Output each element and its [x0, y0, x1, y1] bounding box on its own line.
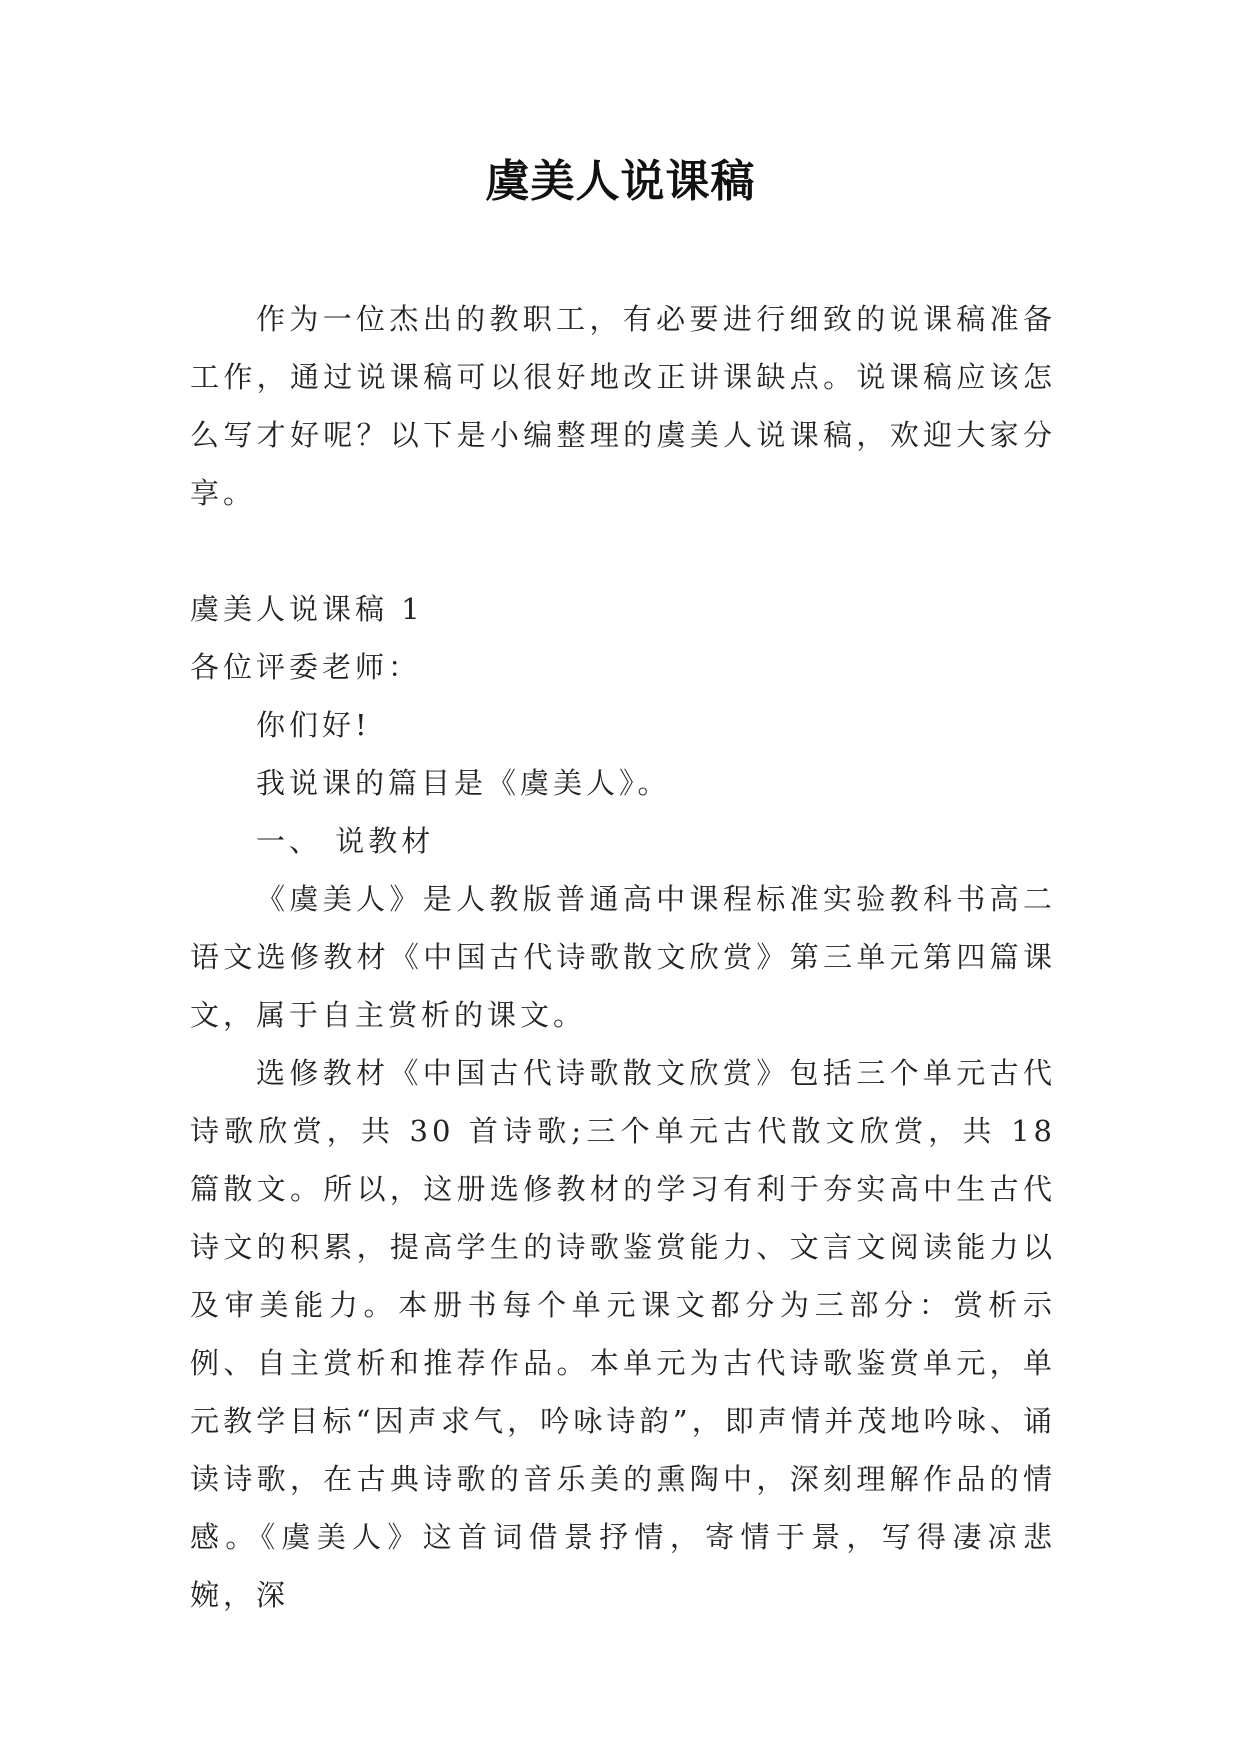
- topic-line: 我说课的篇目是《虞美人》。: [256, 766, 671, 800]
- salutation: 各位评委老师：: [190, 650, 422, 684]
- intro-paragraph: 作为一位杰出的教职工，有必要进行细致的说课稿准备工作，通过说课稿可以很好地改正讲课缺点。说课稿应该怎么写才好呢？以下是小编整理的虞美人说课稿，欢迎大家分享。: [190, 302, 1056, 510]
- main-content: [190, 580, 1056, 1624]
- document-title: 虞美人说课稿: [485, 156, 756, 207]
- intro-block: [190, 290, 1056, 522]
- section-heading: 虞美人说课稿 1: [190, 592, 424, 626]
- paragraph-textbook: 《虞美人》是人教版普通高中课程标准实验教科书高二语文选修教材《中国古代诗歌散文欣赏》第三单元第四篇课文，属于自主赏析的课文。: [190, 882, 1056, 1032]
- greeting: 你们好!: [256, 708, 371, 742]
- part-one-heading: 一、 说教材: [256, 824, 435, 858]
- paragraph-unit-description: 选修教材《中国古代诗歌散文欣赏》包括三个单元古代诗歌欣赏，共 30 首诗歌;三个单元古代散文欣赏，共 18 篇散文。所以，这册选修教材的学习有利于夯实高中生古代诗文的积累，提高学生的诗歌鉴赏能力、文言文阅读能力以及审美能力。本册书每个单元课文都分为三部分：赏析示例、自主赏析和推荐作品。本单元为古代诗歌鉴赏单元，单元教学目标“因声求气，吟咏诗韵”，即声情并茂地吟咏、诵读诗歌，在古典诗歌的音乐美的熏陶中，深刻理解作品的情感。《虞美人》这首词借景抒情，寄情于景，写得凄凉悲婉，深: [190, 1056, 1056, 1612]
